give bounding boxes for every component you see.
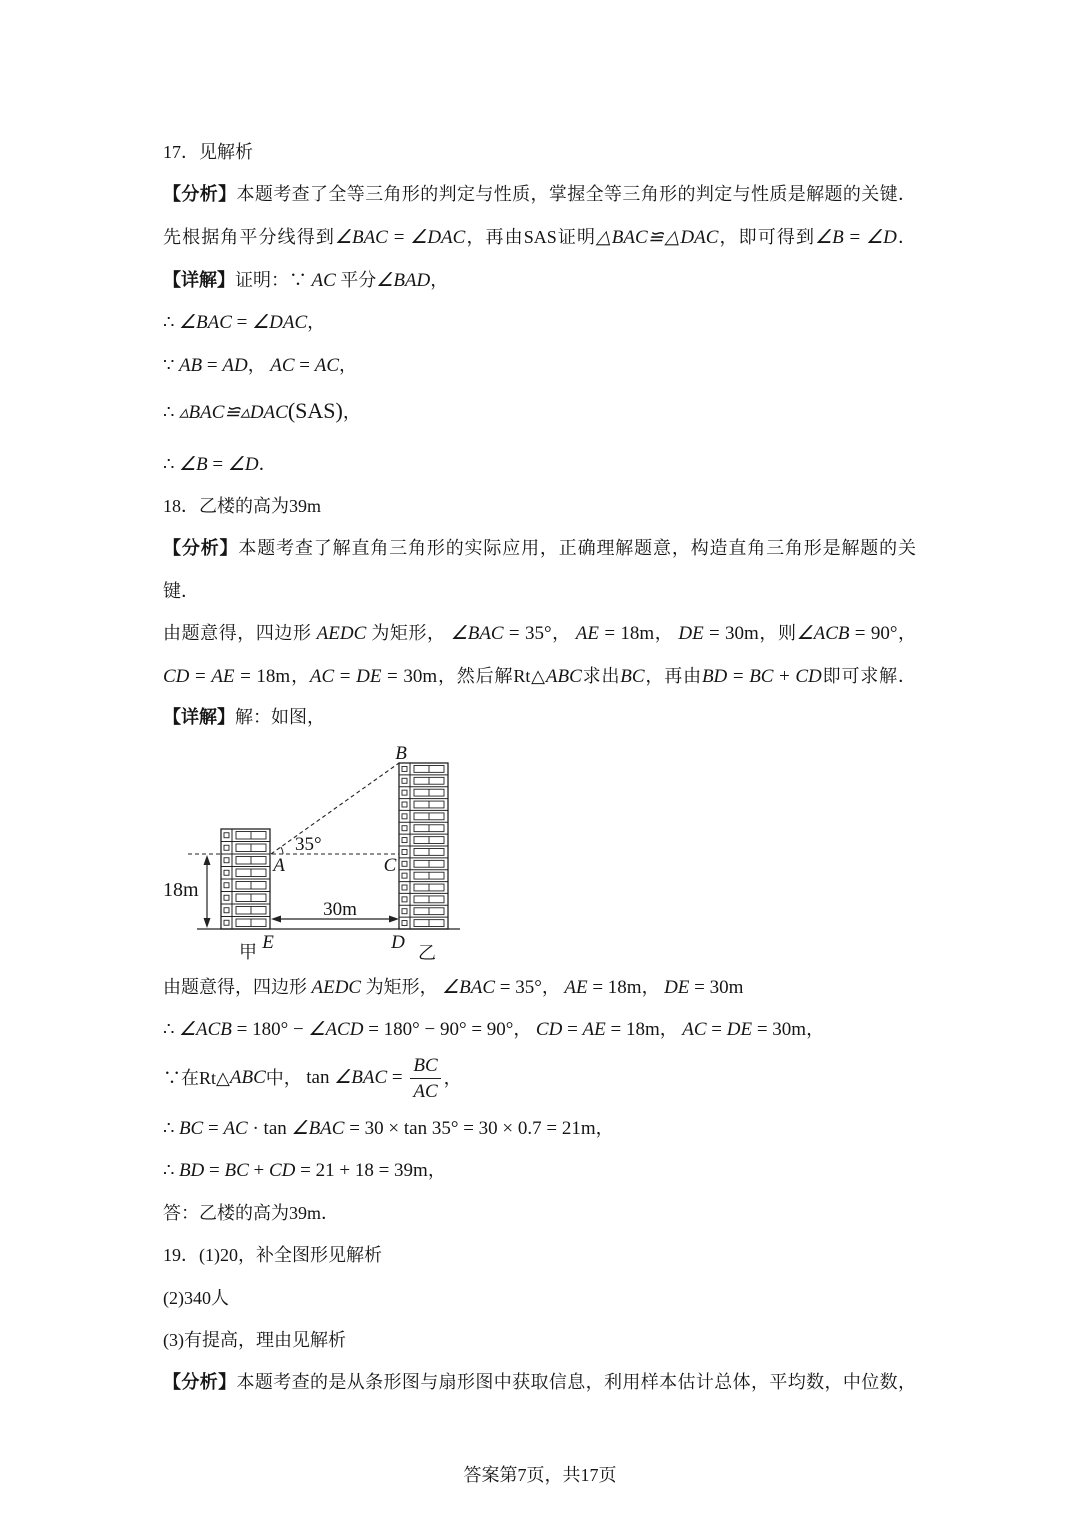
q17-heading (163, 140, 253, 164)
math-variable: AD (222, 355, 248, 376)
small-window (224, 858, 229, 863)
text-run: ∴ (163, 312, 179, 332)
math-variable: CD (535, 1019, 563, 1040)
math-expression: = 30m (689, 977, 744, 998)
math-expression: = 180° − 90° = 90° (363, 1019, 514, 1040)
small-window (402, 790, 407, 795)
text-run: 中， (265, 1068, 307, 1088)
math-variable: AE (211, 666, 235, 687)
small-window (402, 897, 407, 902)
page-footer (0, 1463, 1080, 1487)
math-variable: BC (620, 666, 645, 687)
q19-analysis (163, 1370, 916, 1394)
math-expression: = 18m (587, 977, 642, 998)
q18-analysis-cont (163, 579, 199, 603)
detail-tag: 【详解】 (163, 707, 235, 727)
text-run: ∴ (163, 1160, 179, 1180)
math-expression: = (387, 1067, 408, 1088)
page-number-label: 答案第7页，共17页 (463, 1465, 617, 1485)
q17-step-3 (163, 399, 361, 423)
math-variable: ∠ACD (308, 1019, 364, 1040)
math-expression: = (843, 227, 867, 248)
text-run: ， (307, 312, 326, 332)
small-window (402, 778, 407, 783)
small-window (402, 802, 407, 807)
heading-text: 18．乙楼的高为39m (163, 496, 322, 516)
small-window (402, 921, 407, 926)
math-variable: ∠B (178, 454, 208, 475)
math-variable: ∠ACB (796, 623, 850, 644)
label-point-a: A (273, 855, 285, 876)
small-window (224, 870, 229, 875)
math-expression: (SAS) (287, 398, 343, 423)
angle-arc (281, 847, 283, 854)
arrowhead-left (271, 916, 281, 923)
math-expression: = 35° (495, 977, 542, 998)
text-run: ， (659, 1019, 683, 1039)
small-window (402, 849, 407, 854)
math-expression: = 30m (703, 623, 759, 644)
q19-answer-1 (163, 1243, 382, 1267)
math-variable: BC (749, 666, 774, 687)
text-run: ∴ (163, 402, 179, 422)
math-variable: ∠BAC (334, 227, 388, 248)
text-run: ， (541, 977, 565, 997)
text-run: ， (290, 666, 310, 686)
q17-step-1 (163, 310, 325, 334)
math-variable: AE (575, 623, 600, 644)
text-run: 由题意得，四边形 (163, 977, 312, 997)
text-run: ，再由SAS证明 (465, 227, 597, 247)
math-variable: DE (726, 1019, 753, 1040)
math-expression: = (207, 454, 228, 475)
label-point-b: B (395, 743, 407, 764)
q19-answer-2 (163, 1286, 229, 1310)
math-expression: = 30 × tan 35° = 30 × 0.7 = 21m (344, 1118, 596, 1139)
math-variable: AE (582, 1019, 606, 1040)
text-run: ， (897, 623, 917, 643)
label-point-c: C (383, 855, 397, 876)
small-window (402, 909, 407, 914)
math-expression: = 21 + 18 = 39m (295, 1160, 428, 1181)
math-variable: ∠D (227, 454, 259, 475)
small-window (402, 814, 407, 819)
small-window (224, 833, 229, 838)
math-variable: DE (678, 623, 704, 644)
answer-text: 19．(1)20，补全图形见解析 (163, 1245, 382, 1265)
label-building-yi: 乙 (418, 943, 436, 963)
math-expression: = 18m (599, 623, 655, 644)
text-run: ，再由 (644, 666, 702, 686)
math-expression: = (334, 666, 357, 687)
math-expression: = (562, 1019, 583, 1040)
text-run: ， (806, 1019, 825, 1039)
math-variable: ∠B (815, 227, 844, 248)
math-variable: ∠BAD (376, 270, 431, 291)
math-expression: · tan (247, 1118, 292, 1139)
q17-step-2 (163, 353, 357, 377)
math-expression: = 35° (503, 623, 552, 644)
math-variable: ∠BAC (442, 977, 496, 998)
analysis-text: 本题考查了全等三角形的判定与性质，掌握全等三角形的判定与性质是解题的关键． (236, 184, 916, 204)
building-jia (221, 829, 270, 929)
text-run: 求出 (581, 666, 621, 686)
math-variable: AEDC (316, 623, 367, 644)
label-angle: 35° (295, 834, 322, 855)
detail-tag: 【详解】 (163, 270, 235, 290)
math-variable: AC (314, 355, 339, 376)
math-expression: = 30m (752, 1019, 807, 1040)
small-window (402, 838, 407, 843)
text-run: ∴ (163, 454, 179, 474)
math-variable: ∠BAC (450, 623, 504, 644)
math-variable: AC (270, 355, 295, 376)
fraction-denominator: AC (413, 1080, 438, 1102)
math-variable: DE (356, 666, 382, 687)
math-variable: AE (564, 977, 588, 998)
text-run: 为矩形， (366, 623, 451, 643)
math-variable: BD (178, 1160, 205, 1181)
text-run: ∵ (163, 355, 179, 375)
q18-step-2 (163, 1052, 462, 1104)
text-run: ∵在Rt△ (163, 1068, 230, 1088)
math-expression: = (203, 1118, 224, 1139)
q18-given (163, 975, 743, 999)
math-expression: = (706, 1019, 727, 1040)
math-variable: ∠BAC (178, 312, 232, 333)
math-variable: AEDC (311, 977, 362, 998)
text-run: ， (339, 355, 357, 375)
math-variable: △BAC≌△DAC (596, 227, 719, 248)
math-expression: = 18m (605, 1019, 660, 1040)
small-window (402, 826, 407, 831)
analysis-text: 本题考查的是从条形图与扇形图中获取信息，利用样本估计总体，平均数，中位数， (236, 1372, 916, 1392)
text-run: 即可求解． (821, 666, 916, 686)
q18-analysis (163, 536, 916, 560)
small-window (224, 920, 229, 925)
answer-text: (2)340人 (163, 1288, 229, 1308)
text-run: ， (247, 355, 271, 375)
text-run: 证明：∵ (235, 270, 312, 290)
math-expression: = (231, 312, 253, 333)
fraction-bc-over-ac (410, 1053, 440, 1104)
math-expression: = (204, 1160, 225, 1181)
q18-analysis-line4 (163, 664, 916, 688)
math-variable: AC (311, 270, 336, 291)
q18-step-4 (163, 1158, 446, 1182)
analysis-tag: 【分析】 (163, 184, 237, 204)
analysis-tag: 【分析】 (163, 538, 239, 558)
label-building-jia: 甲 (239, 942, 257, 962)
q18-heading (163, 494, 321, 518)
text-run: ， (595, 1118, 614, 1138)
label-distance: 30m (323, 899, 357, 920)
text-run: ， (443, 1068, 462, 1088)
q18-detail (163, 705, 325, 729)
math-variable: ∠ACB (178, 1019, 232, 1040)
text-run: ，则 (758, 623, 797, 643)
math-variable: AC (309, 666, 335, 687)
math-expression: + (773, 666, 796, 687)
arrowhead-down (204, 918, 211, 928)
math-variable: AC (223, 1118, 248, 1139)
math-variable: DE (664, 977, 690, 998)
math-expression: = (294, 355, 315, 376)
math-variable: ▵BAC≌▵DAC (178, 402, 288, 423)
answer-text: 答：乙楼的高为39m． (163, 1203, 340, 1223)
heading-text: 17．见解析 (163, 142, 253, 162)
arrowhead-right (389, 916, 399, 923)
q17-step-4 (163, 452, 277, 476)
building-yi (399, 763, 448, 929)
math-expression: = 180° − (231, 1019, 309, 1040)
math-variable: BC (224, 1160, 249, 1181)
text-run: ，然后解Rt△ (437, 666, 546, 686)
math-variable: ∠DAC (410, 227, 466, 248)
math-variable: ABC (229, 1067, 266, 1088)
small-window (402, 766, 407, 771)
small-window (224, 883, 229, 888)
label-height: 18m (163, 879, 199, 901)
math-expression: = 90° (849, 623, 898, 644)
text-run: ， (654, 623, 679, 643)
math-expression: tan (306, 1067, 335, 1088)
arrowhead-up (204, 855, 211, 865)
analysis-text: 本题考查了解直角三角形的实际应用，正确理解题意，构造直角三角形是解题的关 (238, 538, 917, 558)
q18-step-1 (163, 1017, 824, 1041)
buildings-figure (150, 735, 470, 970)
math-expression: + (248, 1160, 269, 1181)
text-run: ， (427, 1160, 446, 1180)
q18-analysis-line3 (163, 621, 916, 645)
answer-text: (3)有提高，理由见解析 (163, 1330, 346, 1350)
math-expression: = (387, 227, 411, 248)
elevation-sight-line (271, 763, 399, 854)
math-expression: = 18m (234, 666, 291, 687)
q17-analysis (163, 182, 916, 206)
text-run: 为矩形， (361, 977, 443, 997)
q18-answer (163, 1201, 339, 1225)
small-window (224, 845, 229, 850)
analysis-text: 键． (163, 581, 199, 601)
small-window (402, 885, 407, 890)
text-run: ∴ (163, 1019, 179, 1039)
label-point-e: E (262, 932, 274, 953)
math-variable: AB (178, 355, 203, 376)
small-window (402, 861, 407, 866)
math-expression: = 30m (381, 666, 438, 687)
fraction-numerator: BC (410, 1053, 440, 1079)
math-expression: = (727, 666, 750, 687)
label-point-d: D (391, 932, 405, 953)
math-variable: ABC (545, 666, 582, 687)
math-variable: AC (682, 1019, 707, 1040)
math-variable: BC (178, 1118, 204, 1139)
math-variable: ∠BAC (334, 1067, 388, 1088)
text-run: ， (342, 402, 361, 422)
text-run: ， (551, 623, 576, 643)
math-variable: ∠D (866, 227, 897, 248)
analysis-tag: 【分析】 (163, 1372, 237, 1392)
text-run: ． (258, 454, 277, 474)
math-variable: CD (269, 1160, 296, 1181)
text-run: ，即可得到 (718, 227, 816, 247)
text-run: 平分 (335, 270, 377, 290)
text-run: 解：如图， (235, 707, 325, 727)
math-variable: ∠BAC (291, 1118, 345, 1139)
text-run: ， (430, 270, 449, 290)
text-run: ∴ (163, 1118, 179, 1138)
math-variable: BD (701, 666, 728, 687)
q18-step-3 (163, 1116, 614, 1140)
q19-answer-3 (163, 1328, 346, 1352)
math-expression: = (202, 355, 223, 376)
small-window (224, 908, 229, 913)
small-window (224, 895, 229, 900)
text-run: ． (896, 227, 917, 247)
q17-detail (163, 268, 448, 292)
q17-analysis-line2 (163, 225, 916, 249)
math-variable: ∠DAC (252, 312, 308, 333)
math-expression: = (189, 666, 212, 687)
text-run: 由题意得，四边形 (163, 623, 317, 643)
math-variable: CD (163, 666, 190, 687)
text-run: 先根据角平分线得到 (163, 227, 335, 247)
small-window (402, 873, 407, 878)
math-variable: CD (795, 666, 822, 687)
text-run: ， (641, 977, 665, 997)
text-run: ， (513, 1019, 536, 1039)
